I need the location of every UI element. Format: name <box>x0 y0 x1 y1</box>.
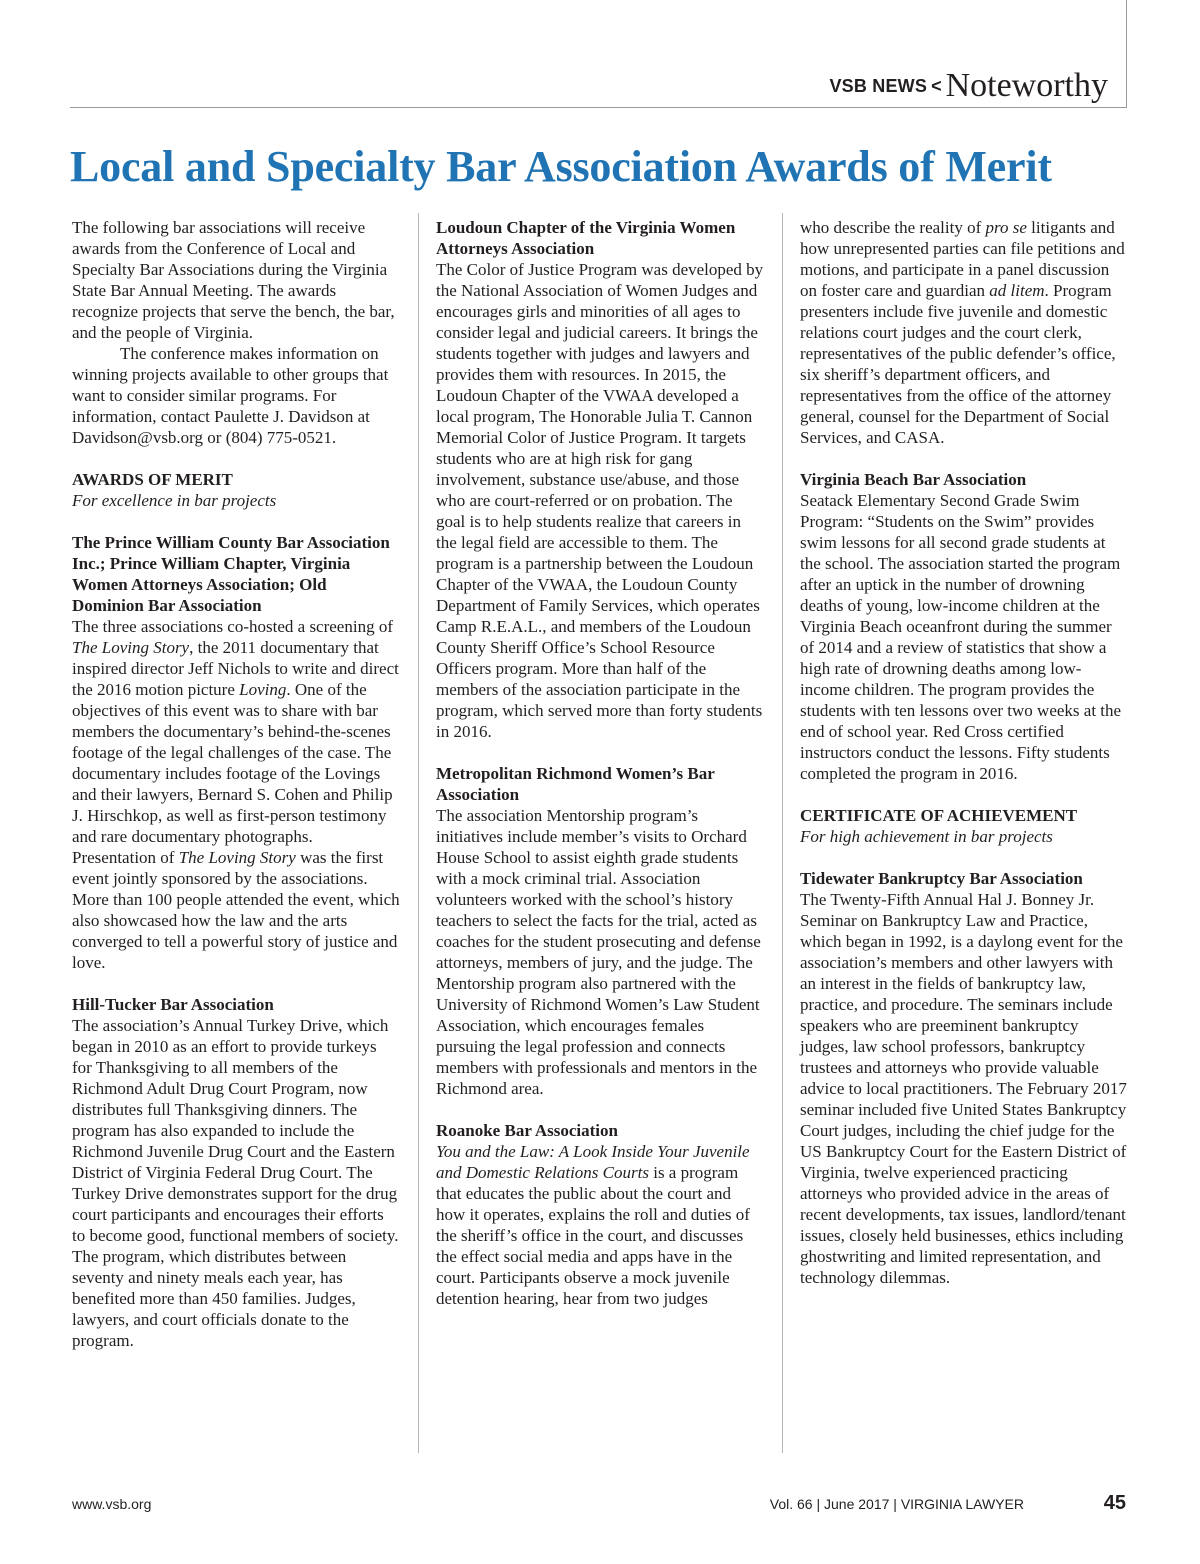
entry-body: Seatack Elementary Second Grade Swim Program: “Students on the Swim” provides swim lessons for all second grade students at the school. The association started the program after an uptick in the number of drowning deaths of young, low-income children at the Virginia Beach oceanfront during the summer of 2014 and a review of statistics that show a high rate of drowning deaths among low-income children. The program provides the students with ten lessons over two weeks at the end of school year. Red Cross certified instructors conduct the lessons. Fifty students completed the program in 2016. <box>800 491 1122 783</box>
column-divider <box>418 213 419 1453</box>
entry-name: Virginia Beach Bar Association <box>800 470 1027 489</box>
entry-body: The three associations co-hosted a screening of The Loving Story, the 2011 documentary that inspired director Jeff Nichols to write and direct the 2016 motion picture Loving. One of the objectives of this event was to share with bar members the documentary’s behind-the-scenes footage of the legal challenges of the case. The documentary includes footage of the Lovings and their lawyers, Bernard S. Cohen and Philip J. Hirschkop, as well as first-person testimony and rare documentary photographs. Presentation of The Loving Story was the first event jointly sponsored by the associations. More than 100 people attended the event, which also showcased how the law and the arts converged to tell a powerful story of justice and love. <box>72 617 400 972</box>
entry-name: The Prince William County Bar Association Inc.; Prince William Chapter, Virginia Women Attorneys Association; Old Dominion Bar Association <box>72 533 390 615</box>
article-title: Local and Specialty Bar Association Awards of Merit <box>70 142 1052 191</box>
column-right <box>800 217 1128 1288</box>
entry-name: Roanoke Bar Association <box>436 1121 618 1140</box>
section-separator: < <box>931 76 942 96</box>
entry-body: The association’s Annual Turkey Drive, which began in 2010 as an effort to provide turkeys for Thanksgiving to all members of the Richmond Adult Drug Court Program, now distributes full Thanksgiving dinners. The program has also expanded to include the Richmond Juvenile Drug Court and the Eastern District of Virginia Federal Drug Court. The Turkey Drive demonstrates support for the drug court participants and encourages their efforts to become good, functional members of society. The program, which distributes between seventy and ninety meals each year, has benefited more than 450 families. Judges, lawyers, and court officials donate to the program. <box>72 1016 399 1350</box>
entry-name: Loudoun Chapter of the Virginia Women Attorneys Association <box>436 218 736 258</box>
entry-name: Hill-Tucker Bar Association <box>72 995 274 1014</box>
certificate-heading: CERTIFICATE OF ACHIEVEMENT <box>800 806 1078 825</box>
entry-body: The Twenty-Fifth Annual Hal J. Bonney Jr. Seminar on Bankruptcy Law and Practice, which began in 1992, is a daylong event for the association’s members and other lawyers with an interest in the fields of bankruptcy law, practice, and procedure. The seminars include speakers who are preeminent bankruptcy judges, law school professors, bankruptcy trustees and attorneys who provide valuable advice to local practitioners. The February 2017 seminar included five United States Bankruptcy Court judges, including the chief judge for the US Bankruptcy Court for the Eastern District of Virginia, twelve experienced practicing attorneys who provided advice in the areas of recent developments, tax issues, landlord/tenant issues, closely held businesses, ethics including ghostwriting and limited representation, and technology dilemmas. <box>800 890 1127 1287</box>
awards-subheading: For excellence in bar projects <box>72 491 277 510</box>
column-middle <box>436 217 764 1309</box>
entry-name: Metropolitan Richmond Women’s Bar Association <box>436 764 715 804</box>
header-vertical-rule <box>1126 0 1127 108</box>
entry-body-continued: who describe the reality of pro se litigants and how unrepresented parties can file petitions and motions, and participate in a panel discussion on foster care and guardian ad litem. Program presenters include five juvenile and domestic relations court judges and the court clerk, representatives of the public defender’s office, six sheriff’s department officers, and representatives from the office of the attorney general, counsel for the Department of Social Services, and CASA. <box>800 218 1125 447</box>
column-divider <box>782 213 783 1453</box>
section-name: Noteworthy <box>945 67 1108 104</box>
page-number: 45 <box>1103 1492 1126 1514</box>
entry-body: The association Mentorship program’s initiatives include member’s visits to Orchard House School to assist eighth grade students with a mock criminal trial. Association volunteers worked with the school’s history teachers to select the facts for the trial, acted as coaches for the student prosecuting and defense attorneys, members of jury, and the judge. The Mentorship program also partnered with the University of Richmond Women’s Law Student Association, which encourages females pursuing the legal profession and connects members with professionals and mentors in the Richmond area. <box>436 806 761 1098</box>
entry-name: Tidewater Bankruptcy Bar Association <box>800 869 1083 888</box>
column-left <box>72 217 400 1351</box>
entry-body: The Color of Justice Program was developed by the National Association of Women Judges and encourages girls and minorities of all ages to consider legal and judicial careers. It brings the students together with judges and lawyers and provides them with resources. In 2015, the Loudoun Chapter of the VWAA developed a local program, The Honorable Julia T. Cannon Memorial Color of Justice Program. It targets students who are at high risk for gang involvement, substance use/abuse, and those who are court-referred or on probation. The goal is to help students realize that careers in the legal field are accessible to them. The program is a partnership between the Loudoun Chapter of the VWAA, the Loudoun County Department of Family Services, which operates Camp R.E.A.L., and members of the Loudoun County Sheriff Office’s School Resource Officers program. More than half of the members of the association participate in the program, which served more than forty students in 2016. <box>436 260 764 741</box>
intro-paragraph: The conference makes information on winning projects available to other groups that want to consider similar programs. For information, contact Paulette J. Davidson at Davidson@vsb.org or (804) 775-0521. <box>72 344 389 447</box>
awards-heading: AWARDS OF MERIT <box>72 470 233 489</box>
footer-website: www.vsb.org <box>72 1496 152 1512</box>
section-label <box>829 66 1108 112</box>
footer-issue: Vol. 66 | June 2017 | VIRGINIA LAWYER <box>769 1496 1024 1512</box>
intro-paragraph: The following bar associations will receive awards from the Conference of Local and Specialty Bar Associations during the Virginia State Bar Annual Meeting. The awards recognize projects that serve the bench, the bar, and the people of Virginia. <box>72 218 395 342</box>
entry-body: You and the Law: A Look Inside Your Juvenile and Domestic Relations Courts is a program that educates the public about the court and how it operates, explains the roll and duties of the sheriff’s office in the court, and discusses the effect social media and apps have in the court. Participants observe a mock juvenile detention hearing, hear from two judges <box>436 1142 750 1308</box>
section-kicker: VSB NEWS <box>829 76 928 96</box>
certificate-subheading: For high achievement in bar projects <box>800 827 1053 846</box>
